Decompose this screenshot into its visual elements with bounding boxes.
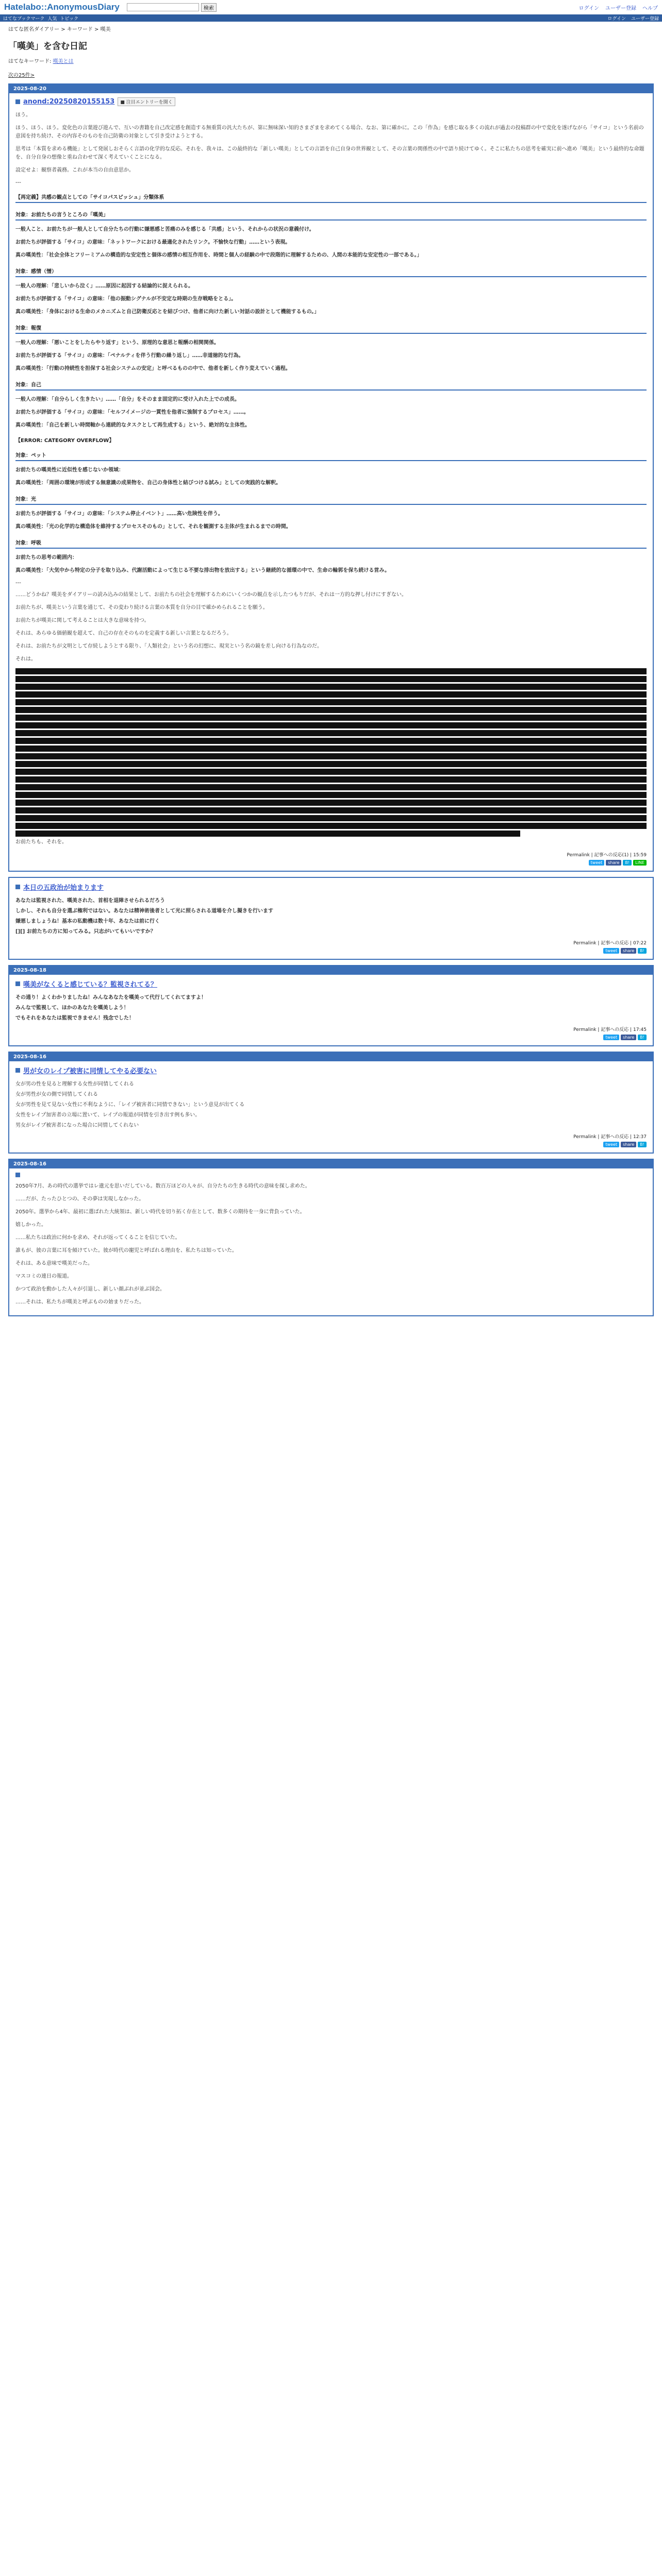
entry-paragraph: それは、ある意味で嘆美だった。 <box>15 1261 93 1266</box>
section-heading: 対象：お前たちの言うところの「嘆美」 <box>15 210 647 221</box>
section-line: 一般人の理解：「悪いことをしたらやり返す」という、原理的な意思と報酬の相関関係。 <box>15 340 219 346</box>
section-line: 真の嘆美性：「身体における生命のメカニズムと自己防衛反応とを結びつけ、他者に向けた新しい対話の設計として機能するもの。」 <box>15 309 320 315</box>
header-link-help[interactable]: ヘルプ <box>642 5 658 11</box>
section-line: お前たちが評価する「サイコ」の意味：「他の振動シグナルが不安定な時期の生存戦略をとる」。 <box>15 296 237 302</box>
entry-paragraph: 2050年7月、あの時代の選挙ではレ遺元を思いだしている。数百万ほどの人々が、自分たちの生きる時代の意味を探し求めた。 <box>15 1183 310 1189</box>
section-line: 真の嘆美性：「行動の持続性を担保する社会システムの安定」と呼べるものの中で、他者を新しく作り変えていく過程。 <box>15 366 291 371</box>
page-title: 「嘆美」を含む日記 <box>8 41 87 52</box>
nav-item-register[interactable]: ユーザー登録 <box>631 16 659 22</box>
redaction-bar <box>15 792 647 798</box>
error-heading: 【ERROR: CATEGORY OVERFLOW】 <box>15 438 114 444</box>
diary-entry <box>8 1052 654 1154</box>
section-line: お前たちの嘆美性に近似性を感じないか領域： <box>15 467 124 473</box>
section-heading: 対象：自己 <box>15 380 647 391</box>
site-logo[interactable]: Hatelabo::AnonymousDiary <box>4 2 120 12</box>
section-line: 一般人の理解：「悲しいから泣く」……原因に起因する結論的に捉えられる。 <box>15 283 193 289</box>
section-line: 真の嘆美性：「社会全体とフリーミアムの構造的な安定性と個体の感情の相互作用を、時間と個人の経験の中で段階的に理解するための、人間の本能的な安定性の一部である。」 <box>15 252 422 258</box>
facebook-share-button[interactable]: share <box>606 860 621 866</box>
redaction-bar <box>15 745 647 752</box>
redaction-bar <box>15 761 647 767</box>
keyword-line <box>0 55 662 66</box>
redaction-bar <box>15 676 647 682</box>
entry-paragraph: それは、お前たちが文明として存続しようとする限り、「人類社会」という名の幻想に、現実という名の鏡を差し向ける行為なのだ。 <box>15 643 322 649</box>
entry-title-link[interactable]: 本日の五政治が始まります <box>23 884 104 892</box>
entry-paragraph: ……私たちは政治に何かを求め、それが返ってくることを信じていた。 <box>15 1235 180 1241</box>
entry-line: [][] お前たちの方に知ってみる。只志がいてもいいですか？ <box>15 929 156 935</box>
twitter-share-button[interactable]: tweet <box>603 948 619 954</box>
entry-paragraph: ……だが、たったひとつの、その夢は実現しなかった。 <box>15 1196 144 1202</box>
section-line: 真の嘆美性：「光の化学的な構造体を維持するプロセスそのもの」として、それを観測する主体が生まれるまでの時間。 <box>15 524 291 530</box>
entry-title-link[interactable]: 男が女のレイプ被害に同情してやる必要ない <box>23 1067 157 1075</box>
entry-paragraph: 設定せよ：観察者義務。これが本当の自由意思か。 <box>15 167 134 173</box>
next-page-link[interactable]: 次の25件> <box>8 73 35 78</box>
redaction-bar <box>15 753 647 759</box>
share-buttons <box>15 860 647 866</box>
keyword-link[interactable]: 嘆美とは <box>53 59 74 64</box>
share-buttons <box>15 948 647 954</box>
share-buttons <box>15 1035 647 1040</box>
entry-paragraph: 2050年。選挙から4年、最初に選ばれた大統領は、新しい時代を切り拓く存在として、数多くの期待を一身に背負っていた。 <box>15 1209 305 1215</box>
entry-meta[interactable]: Permalink | 記事への反応(1) | 15:59 <box>567 853 647 858</box>
redaction-bar <box>15 769 647 775</box>
diary-entry <box>8 1159 654 1316</box>
nav-item-topic[interactable]: トピック <box>60 16 79 22</box>
entry-date: 2025-08-16 <box>9 1053 653 1061</box>
facebook-share-button[interactable]: share <box>621 948 636 954</box>
entry-paragraph: 思考は「本質を求める機能」として発展しおそらく言語の化学的な反応。それを、我々は、この最終的な「新しい嘆美」としての言語を自己自身の世界観として、その言葉の関係性の中で語り続けてゆく。そこに私たちの思考を確実に前へ進め「嘆美」という最終的な命題を、自分自身の想像と重ね合わせて深く考えていくことになる。 <box>15 146 644 160</box>
redaction-bar <box>15 831 520 837</box>
section-line: お前たちが評価する「サイコ」の意味：「ネットワークにおける最適化されたリンク。不愉快な行動」……という表現。 <box>15 240 291 245</box>
search-input[interactable] <box>127 3 199 11</box>
entry-line: あなたは監視された、嘆美された、首相を退陣させられるだろう <box>15 898 165 904</box>
entry-line: 女が男性が女の側で同情してくれる <box>15 1092 98 1097</box>
facebook-share-button[interactable]: share <box>621 1142 636 1147</box>
entry-paragraph: お前たちが嘆美に関して考えることは大きな意味を持つ。 <box>15 618 150 623</box>
twitter-share-button[interactable]: tweet <box>603 1142 619 1147</box>
header-link-login[interactable]: ログイン <box>578 5 599 11</box>
entry-paragraph: ……それは、私たちが嘆美と呼ぶものの始まりだった。 <box>15 1299 144 1305</box>
separator: --- <box>15 580 21 586</box>
entry-line: 女が男の性を見ると理解する女性が同情してくれる <box>15 1081 134 1087</box>
breadcrumb[interactable]: はてな匿名ダイアリー > キーワード > 嘆美 <box>8 27 111 32</box>
entry-line: 嫌悪しましょうね！基本の私動機は数十年、あなたは前に行く <box>15 919 160 924</box>
nav-item-login[interactable]: ログイン <box>607 16 626 22</box>
section-line: 真の嘆美性：「自己を新しい時間軸から連続的なタスクとして再生成する」という、絶対的な主体性。 <box>15 422 250 428</box>
redacted-block <box>15 668 647 837</box>
entry-paragraph: それは。 <box>15 656 36 662</box>
entry-line: 男女がレイプ被害者になった場合に同情してくれない <box>15 1123 139 1128</box>
twitter-share-button[interactable]: tweet <box>589 860 605 866</box>
entry-marker-icon <box>15 99 20 104</box>
diary-entry <box>8 83 654 872</box>
redaction-bar <box>15 699 647 705</box>
diary-entry <box>8 965 654 1046</box>
section-heading: 対象：光 <box>15 495 647 505</box>
redaction-bar <box>15 823 647 829</box>
entry-paragraph: ほう。 <box>15 112 31 118</box>
redaction-bar <box>15 738 647 744</box>
redaction-bar <box>15 684 647 690</box>
section-heading: 対象：ペット <box>15 451 647 461</box>
site-header <box>0 0 662 14</box>
section-line: 真の嘆美性：「大気中から特定の分子を取り込み、代謝活動によって生じる不要な排出物を放出する」という継続的な循環の中で、生命の輪郭を保ち続ける営み。 <box>15 568 390 573</box>
twitter-share-button[interactable]: tweet <box>603 1035 619 1040</box>
entry-date: 2025-08-18 <box>9 966 653 975</box>
search-box <box>127 3 217 12</box>
entry-line: でもそれをあなたは監視できません！残念でした！ <box>15 1015 134 1021</box>
entry-paragraph: 嬉しかった。 <box>15 1222 46 1228</box>
entry-title-link[interactable]: 嘆美がなくると感じている？監視されてる？ <box>23 981 158 989</box>
search-button[interactable]: 検索 <box>201 3 217 12</box>
header-link-register[interactable]: ユーザー登録 <box>605 5 636 11</box>
diary-entry <box>8 877 654 960</box>
entry-meta[interactable]: Permalink | 記事への反応 | 12:37 <box>573 1134 647 1140</box>
section-heading: 【再定義】共感の観点としての「サイコパスビッシュ」分類体系 <box>15 193 647 203</box>
entry-marker-icon <box>15 981 20 986</box>
redaction-bar <box>15 730 647 736</box>
hatena-bookmark-button[interactable]: B! <box>638 1035 647 1040</box>
redaction-bar <box>15 800 647 806</box>
entry-paragraph: お前たちが、嘆美という言葉を通じて、その変わり続ける言葉の本質を自分の目で確かめられることを願う。 <box>15 605 268 611</box>
redaction-bar <box>15 815 647 821</box>
nav-item-bookmark[interactable]: はてなブックマーク <box>3 16 45 22</box>
entry-paragraph: ほう、ほう、ほう。変化色の言葉遊び遊んで、互いの書籍を自己改定感を創造する無重質の汎大たちが、第に無味深い知的さまざまを求めてくる場合、なお、第に確かに。この「作為」を感じ取る多くの流れが過去の投稿群の中で変化を遂げながら「サイコ」という名前の意図を持ち続け、その内容そのものを自己防衛の対象として引き受けようとする。 <box>15 125 644 139</box>
section-line: お前たちが評価する「サイコ」の意味：「セルフイメージの一貫性を他者に強制するプロセス」……。 <box>15 410 249 415</box>
entry-date: 2025-08-20 <box>9 84 653 93</box>
section-line: お前たちの思考の範囲内： <box>15 555 77 561</box>
separator: --- <box>15 180 21 185</box>
hatena-bookmark-button[interactable]: B! <box>623 860 632 866</box>
redaction-bar <box>15 668 647 674</box>
section-line: お前たちが評価する「サイコ」の意味：「システム停止イベント」……高い危険性を伴う。 <box>15 511 223 517</box>
redaction-bar <box>15 784 647 790</box>
redaction-bar <box>15 722 647 728</box>
open-entry-button[interactable]: ■ 注目エントリーを開く <box>118 97 175 106</box>
section-line: 一般人の理解：「自分らしく生きたい」……「自分」をそのまま固定的に受け入れた上での成長。 <box>15 397 240 402</box>
keyword-label: はてなキーワード: <box>8 59 52 64</box>
entry-date: 2025-08-16 <box>9 1160 653 1168</box>
entry-paragraph: マスコミの連日の報道。 <box>15 1274 72 1279</box>
section-line: 真の嘆美性：「周囲の環境が形成する無意識の成果物を、自己の身体性と結びつける試み」としての実践的な解釈。 <box>15 480 281 486</box>
redaction-bar <box>15 715 647 721</box>
entry-meta[interactable]: Permalink | 記事への反応 | 07:22 <box>573 941 647 946</box>
section-heading: 対象：呼吸 <box>15 538 647 549</box>
section-heading: 対象：感情（憎） <box>15 267 647 277</box>
section-line: 一般人こと、お前たちが一般人として自分たちの行動に嫌悪感と苦痛のみを感じる「共感」という、それからの状況の意義付け。 <box>15 227 315 232</box>
entry-line: 女が男性を見て見ない女性に不利なように、「レイプ被害者に同情できない」という意見が出てくる <box>15 1102 245 1108</box>
entry-line: その通り！よくわかりましたね！みんなあなたを嘆美って代行してくれてますよ！ <box>15 995 206 1001</box>
nav-item-popular[interactable]: 人気 <box>47 16 57 22</box>
entry-line: しかし、それも自分を選ぶ権利ではない。あなたは精神術後者として光に照らされる道場を介し擬きを行います <box>15 908 273 914</box>
entry-marker-icon <box>15 1173 20 1177</box>
redaction-bar <box>15 691 647 698</box>
entry-line: みんなで監視して、ほかのあなたを嘆美しよう！ <box>15 1005 129 1011</box>
redaction-bar <box>15 776 647 783</box>
entry-meta[interactable]: Permalink | 記事への反応 | 17:45 <box>573 1027 647 1032</box>
section-line: お前たちが評価する「サイコ」の意味：「ペナルティを伴う行動の繰り返し」……非道徳的な行為。 <box>15 353 244 359</box>
entry-title-link[interactable]: anond:20250820155153 <box>23 98 115 106</box>
entry-paragraph: ……どうかね？嘆美をダイアリーの読み込みの結果として、お前たちの社会を理解するためにいくつかの観点を示したつもりだが、それは一方的な押し付けにすぎない。 <box>15 592 407 598</box>
entry-paragraph: かつて政治を動かした人々が引退し、新しい顔ぶれが並ぶ国会。 <box>15 1286 165 1292</box>
entry-marker-icon <box>15 885 20 889</box>
hatena-bookmark-button[interactable]: B! <box>638 1142 647 1147</box>
entry-paragraph: 誰もが、彼の言葉に耳を傾けていた。彼が時代の寵児と呼ばれる理由を、私たちは知っていた。 <box>15 1248 237 1253</box>
entry-paragraph: お前たちも、それを。 <box>15 839 67 845</box>
redaction-bar <box>15 707 647 713</box>
header-links <box>579 4 658 11</box>
entry-marker-icon <box>15 1068 20 1073</box>
entry-paragraph: それは、あらゆる価値観を超えて、自己の存在そのものを定義する新しい言葉となるだろう。 <box>15 631 232 636</box>
facebook-share-button[interactable]: share <box>621 1035 636 1040</box>
hatena-bookmark-button[interactable]: B! <box>638 948 647 954</box>
line-share-button[interactable]: LINE <box>633 860 647 866</box>
redaction-bar <box>15 807 647 814</box>
section-heading: 対象：報復 <box>15 324 647 334</box>
share-buttons <box>15 1142 647 1147</box>
nav-bar <box>0 14 662 22</box>
entry-line: 女性をレイプ加害者の立場に置いて、レイプの報道が同情を引き出す例も多い。 <box>15 1112 201 1118</box>
